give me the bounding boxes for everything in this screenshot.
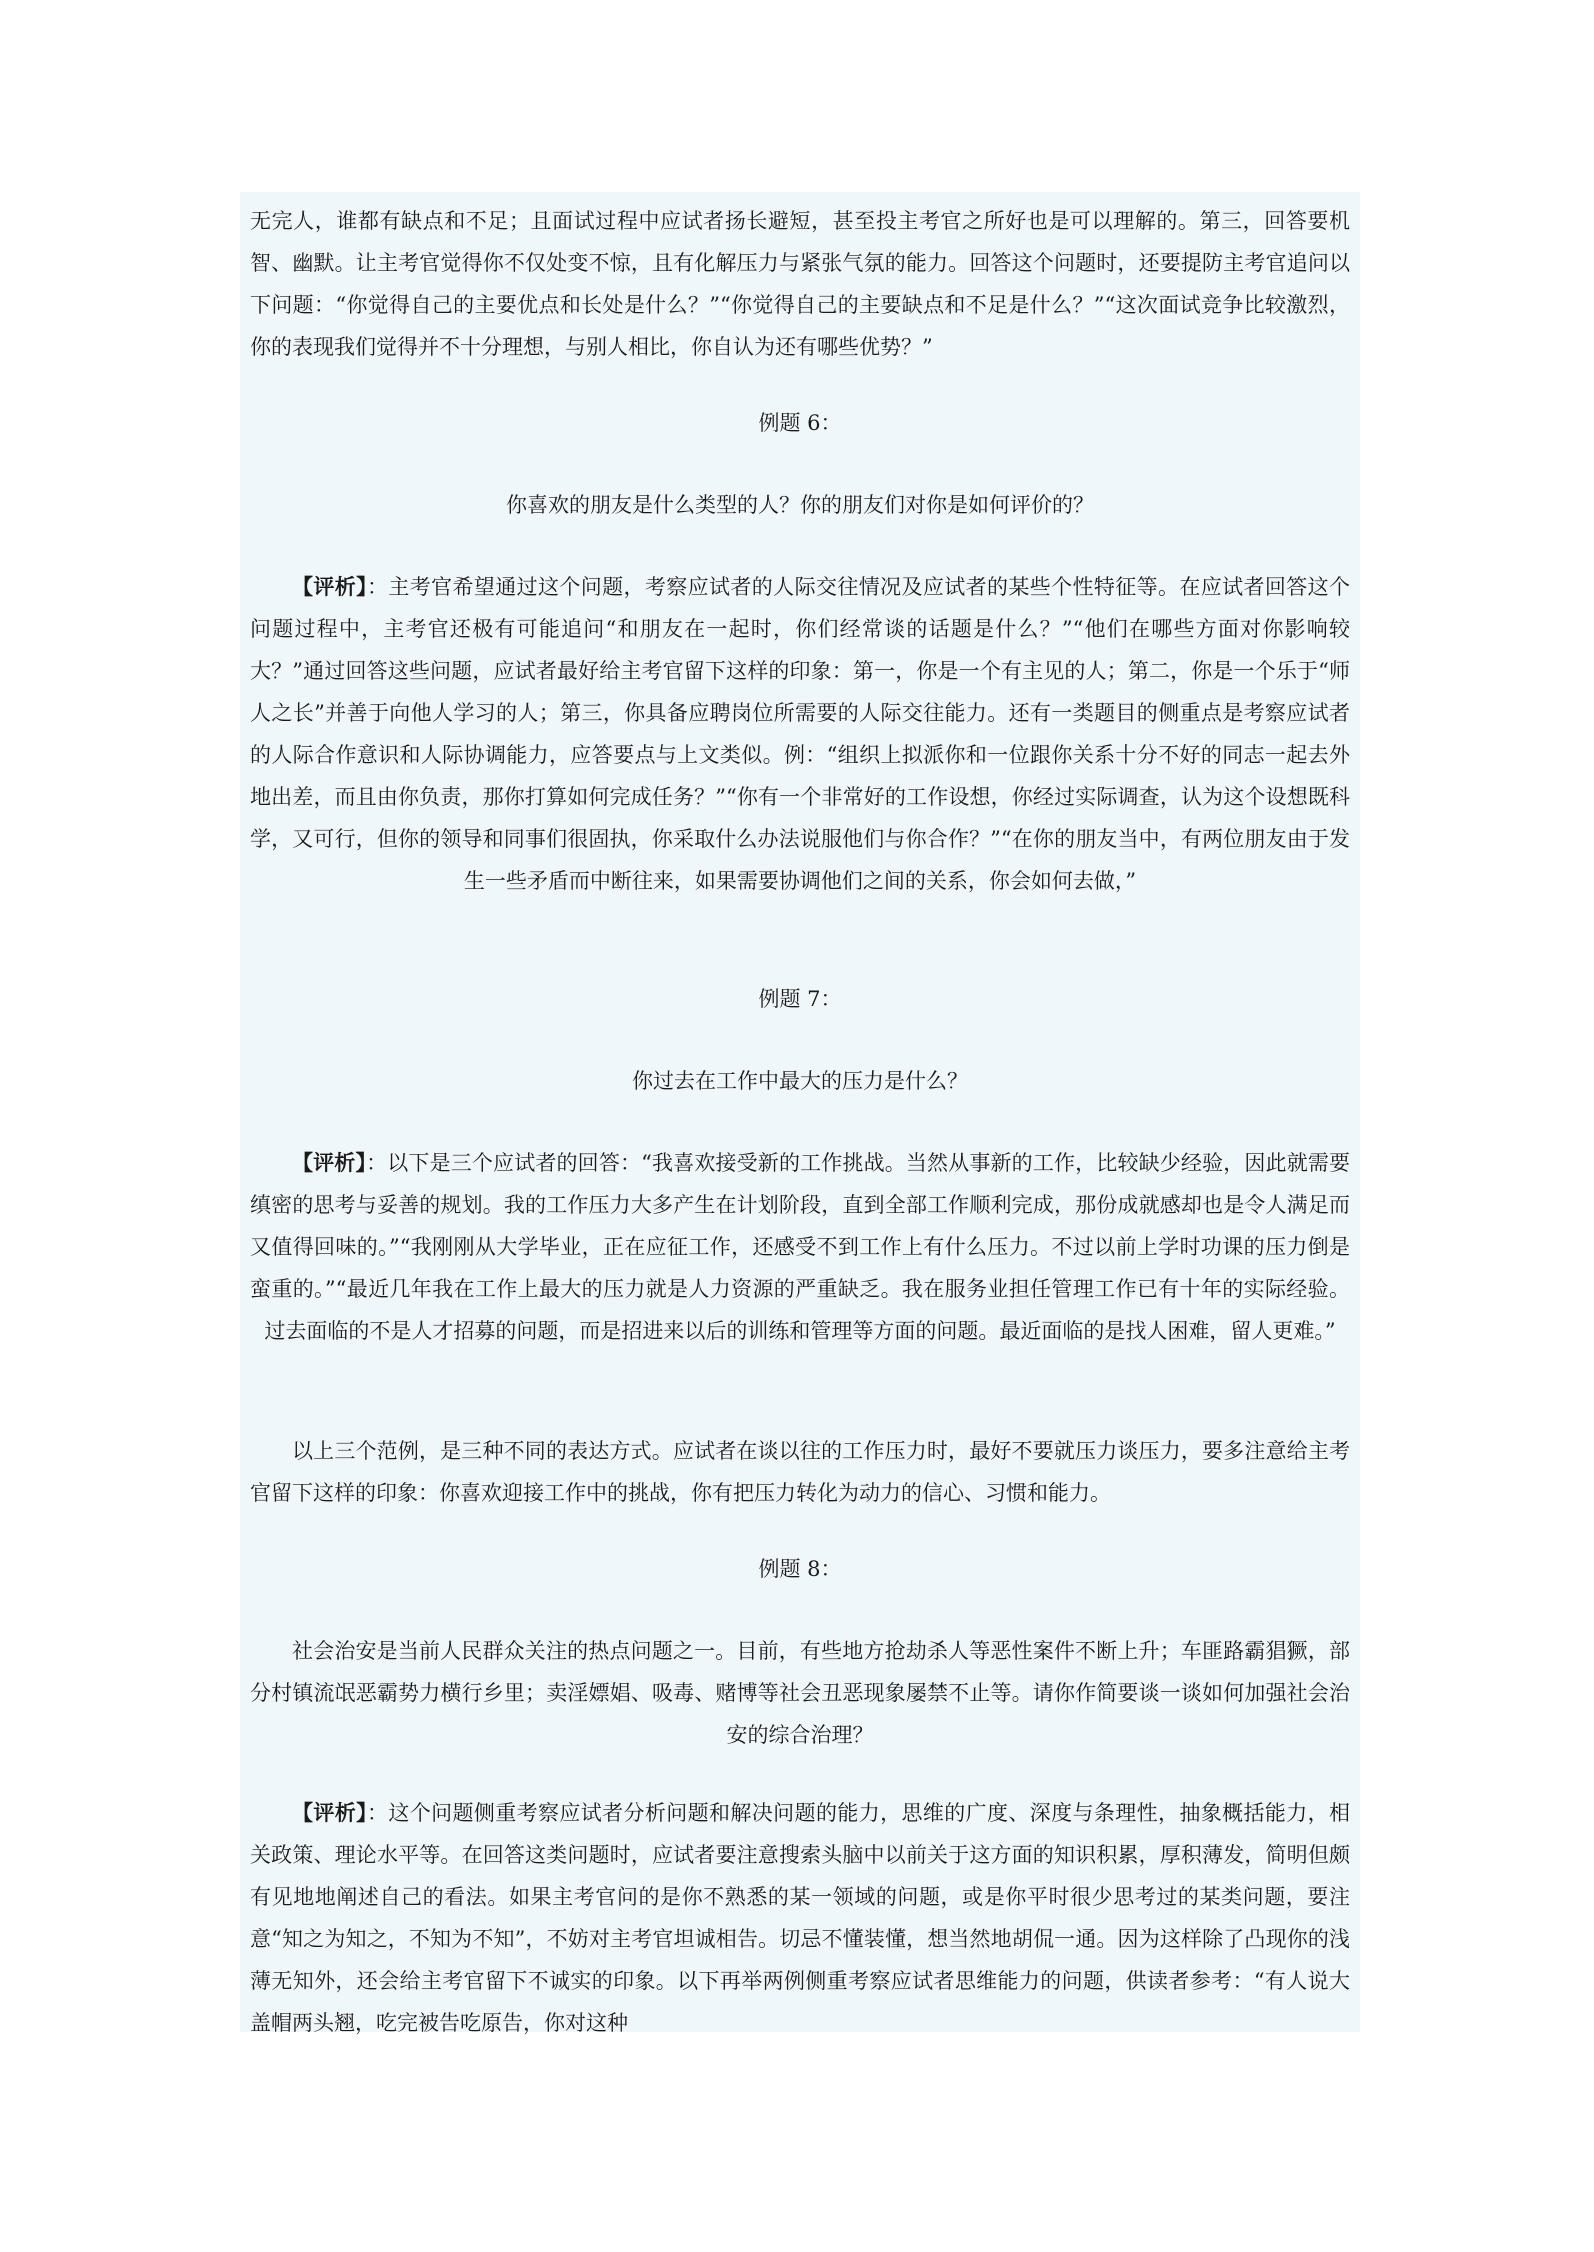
example-8-analysis — [250, 1792, 1350, 2044]
paragraph-intro: 无完人，谁都有缺点和不足；且面试过程中应试者扬长避短，甚至投主考官之所好也是可以理解的。第三，回答要机智、幽默。让主考官觉得你不仅处变不惊，且有化解压力与紧张气氛的能力。回答这个问题时，还要提防主考官追问以下问题：“你觉得自己的主要优点和长处是什么？”“你觉得自己的主要缺点和不足是什么？”“这次面试竞争比较激烈，你的表现我们觉得并不十分理想，与别人相比，你自认为还有哪些优势？” — [250, 209, 1350, 359]
analysis-text: ：这个问题侧重考察应试者分析问题和解决问题的能力，思维的广度、深度与条理性，抽象概括能力，相关政策、理论水平等。在回答这类问题时，应试者要注意搜索头脑中以前关于这方面的知识积累，厚积薄发，简明但颇有见地地阐述自己的看法。如果主考官问的是你不熟悉的某一领域的问题，或是你平时很少思考过的某类问题，要注意“知之为知之，不知为不知”，不妨对主考官坦诚相告。切忌不懂装懂，想当然地胡侃一通。因为这样除了凸现你的浅薄无知外，还会给主考官留下不诚实的印象。以下再举两例侧重考察应试者思维能力的问题，供读者参考：“有人说大盖帽两头翘，吃完被告吃原告，你对这种 — [250, 1801, 1351, 2035]
analysis-label: 【评析】 — [292, 1800, 368, 1825]
document-page — [240, 192, 1360, 2032]
example-7-analysis — [250, 1142, 1350, 1352]
analysis-text: ：以下是三个应试者的回答：“我喜欢接受新的工作挑战。当然从事新的工作，比较缺少经验，因此就需要缜密的思考与妥善的规划。我的工作压力大多产生在计划阶段，直到全部工作顺利完成，那份成就感却也是令人满足而又值得回味的。”“我刚刚从大学毕业，正在应征工作，还感受不到工作上有什么压力。不过以前上学时功课的压力倒是蛮重的。”“最近几年我在工作上最大的压力就是人力资源的严重缺乏。我在服务业担任管理工作已有十年的实际经验。过去面临的不是人才招募的问题，而是招进来以后的训练和管理等方面的问题。最近面临的是找人困难，留人更难。” — [250, 1151, 1351, 1343]
analysis-label: 【评析】 — [292, 1150, 367, 1175]
example-7-heading: 例题 7： — [758, 987, 842, 1011]
example-6-heading: 例题 6： — [758, 411, 842, 435]
example-7-summary: 以上三个范例，是三种不同的表达方式。应试者在谈以往的工作压力时，最好不要就压力谈压力，要多注意给主考官留下这样的印象：你喜欢迎接工作中的挑战，你有把压力转化为动力的信心、习惯和能力。 — [250, 1439, 1350, 1505]
example-6-analysis — [250, 566, 1350, 902]
example-7-question: 你过去在工作中最大的压力是什么？ — [632, 1069, 968, 1093]
analysis-label: 【评析】 — [292, 574, 368, 599]
analysis-text: ：主考官希望通过这个问题，考察应试者的人际交往情况及应试者的某些个性特征等。在应试者回答这个问题过程中，主考官还极有可能追问“和朋友在一起时，你们经常谈的话题是什么？”“他们在哪些方面对你影响较大？”通过回答这些问题，应试者最好给主考官留下这样的印象：第一，你是一个有主见的人；第二，你是一个乐于“师人之长”并善于向他人学习的人；第三，你具备应聘岗位所需要的人际交往能力。还有一类题目的侧重点是考察应试者的人际合作意识和人际协调能力，应答要点与上文类似。例：“组织上拟派你和一位跟你关系十分不好的同志一起去外地出差，而且由你负责，那你打算如何完成任务？”“你有一个非常好的工作设想，你经过实际调查，认为这个设想既科学，又可行，但你的领导和同事们很固执，你采取什么办法说服他们与你合作？”“在你的朋友当中，有两位朋友由于发生一些矛盾而中断往来，如果需要协调他们之间的关系，你会如何去做，” — [250, 575, 1351, 893]
example-8-question: 社会治安是当前人民群众关注的热点问题之一。目前，有些地方抢劫杀人等恶性案件不断上升；车匪路霸猖獗，部分村镇流氓恶霸势力横行乡里；卖淫嫖娼、吸毒、赌博等社会丑恶现象屡禁不止等。请你作简要谈一谈如何加强社会治安的综合治理？ — [250, 1639, 1350, 1747]
example-8-heading: 例题 8： — [758, 1557, 842, 1581]
example-6-question: 你喜欢的朋友是什么类型的人？你的朋友们对你是如何评价的？ — [506, 493, 1094, 517]
